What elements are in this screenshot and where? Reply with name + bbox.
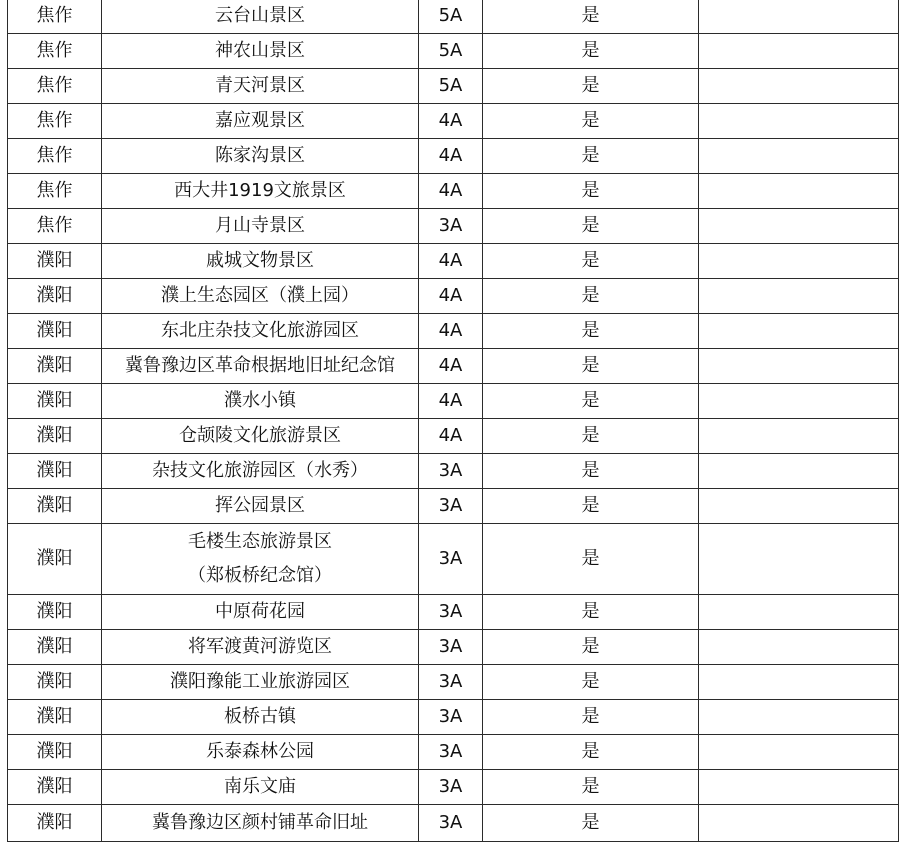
flag-cell: 是 <box>483 630 699 665</box>
flag-cell: 是 <box>483 0 699 34</box>
remark-cell <box>699 314 899 349</box>
flag-cell: 是 <box>483 770 699 805</box>
table-row <box>8 174 899 209</box>
city-cell: 濮阳 <box>8 770 102 805</box>
scenic-name-cell <box>102 244 419 279</box>
remark-cell <box>699 0 899 34</box>
table-body <box>8 0 899 842</box>
level-cell: 3A <box>419 665 483 700</box>
flag-cell: 是 <box>483 209 699 244</box>
remark-cell <box>699 735 899 770</box>
scenic-name-cell <box>102 279 419 314</box>
level-cell: 4A <box>419 419 483 454</box>
remark-cell <box>699 279 899 314</box>
table-row <box>8 34 899 69</box>
scenic-name-line: 板桥古镇 <box>224 706 296 727</box>
table-row <box>8 454 899 489</box>
scenic-name-line: 中原荷花园 <box>215 601 305 622</box>
city-cell: 濮阳 <box>8 665 102 700</box>
scenic-name-cell <box>102 34 419 69</box>
remark-cell <box>699 489 899 524</box>
table-row <box>8 104 899 139</box>
scenic-name-line: 冀鲁豫边区颜村铺革命旧址 <box>152 812 368 833</box>
city-cell: 濮阳 <box>8 524 102 595</box>
table-row <box>8 489 899 524</box>
remark-cell <box>699 419 899 454</box>
city-cell: 濮阳 <box>8 244 102 279</box>
scenic-name-line: 云台山景区 <box>215 5 305 26</box>
scenic-name-cell <box>102 209 419 244</box>
level-cell: 3A <box>419 700 483 735</box>
flag-cell: 是 <box>483 34 699 69</box>
table-row <box>8 244 899 279</box>
flag-cell: 是 <box>483 349 699 384</box>
level-cell: 4A <box>419 174 483 209</box>
table-row <box>8 349 899 384</box>
city-cell: 濮阳 <box>8 805 102 842</box>
remark-cell <box>699 384 899 419</box>
table-row <box>8 314 899 349</box>
flag-cell: 是 <box>483 244 699 279</box>
level-cell: 5A <box>419 0 483 34</box>
city-cell: 濮阳 <box>8 279 102 314</box>
flag-cell: 是 <box>483 454 699 489</box>
city-cell: 濮阳 <box>8 735 102 770</box>
scenic-name-line: 青天河景区 <box>215 75 305 96</box>
scenic-name-cell <box>102 630 419 665</box>
table-row <box>8 665 899 700</box>
scenic-name-cell <box>102 314 419 349</box>
city-cell: 濮阳 <box>8 419 102 454</box>
level-cell: 4A <box>419 279 483 314</box>
scenic-name-line: （郑板桥纪念馆） <box>188 565 332 586</box>
level-cell: 3A <box>419 805 483 842</box>
level-cell: 3A <box>419 454 483 489</box>
flag-cell: 是 <box>483 805 699 842</box>
remark-cell <box>699 805 899 842</box>
city-cell: 焦作 <box>8 69 102 104</box>
scenic-name-line: 陈家沟景区 <box>215 145 305 166</box>
city-cell: 濮阳 <box>8 454 102 489</box>
remark-cell <box>699 139 899 174</box>
remark-cell <box>699 665 899 700</box>
scenic-name-line: 挥公园景区 <box>215 495 305 516</box>
level-cell: 3A <box>419 630 483 665</box>
scenic-name-cell <box>102 174 419 209</box>
level-cell: 3A <box>419 595 483 630</box>
level-cell: 5A <box>419 69 483 104</box>
city-cell: 濮阳 <box>8 384 102 419</box>
remark-cell <box>699 770 899 805</box>
scenic-name-cell <box>102 454 419 489</box>
scenic-spots-table <box>7 0 899 842</box>
remark-cell <box>699 34 899 69</box>
table-row <box>8 595 899 630</box>
flag-cell: 是 <box>483 735 699 770</box>
remark-cell <box>699 104 899 139</box>
remark-cell <box>699 174 899 209</box>
scenic-name-line: 西大井1919文旅景区 <box>174 180 346 201</box>
scenic-name-line: 冀鲁豫边区革命根据地旧址纪念馆 <box>125 355 395 376</box>
table-row <box>8 419 899 454</box>
flag-cell: 是 <box>483 419 699 454</box>
city-cell: 焦作 <box>8 209 102 244</box>
flag-cell: 是 <box>483 524 699 595</box>
scenic-name-cell <box>102 524 419 595</box>
table-row <box>8 279 899 314</box>
city-cell: 焦作 <box>8 174 102 209</box>
scenic-name-cell <box>102 735 419 770</box>
table-row <box>8 700 899 735</box>
flag-cell: 是 <box>483 595 699 630</box>
flag-cell: 是 <box>483 665 699 700</box>
scenic-name-line: 濮水小镇 <box>224 390 296 411</box>
flag-cell: 是 <box>483 314 699 349</box>
remark-cell <box>699 630 899 665</box>
table-row <box>8 770 899 805</box>
city-cell: 濮阳 <box>8 489 102 524</box>
table-row <box>8 69 899 104</box>
scenic-name-cell <box>102 595 419 630</box>
flag-cell: 是 <box>483 69 699 104</box>
scenic-name-cell <box>102 419 419 454</box>
level-cell: 3A <box>419 770 483 805</box>
remark-cell <box>699 524 899 595</box>
remark-cell <box>699 595 899 630</box>
level-cell: 4A <box>419 314 483 349</box>
scenic-name-line: 东北庄杂技文化旅游园区 <box>161 320 359 341</box>
scenic-name-cell <box>102 805 419 842</box>
flag-cell: 是 <box>483 139 699 174</box>
table-row <box>8 209 899 244</box>
city-cell: 濮阳 <box>8 595 102 630</box>
scenic-name-line: 戚城文物景区 <box>206 250 314 271</box>
flag-cell: 是 <box>483 489 699 524</box>
scenic-name-cell <box>102 139 419 174</box>
city-cell: 焦作 <box>8 104 102 139</box>
level-cell: 3A <box>419 489 483 524</box>
level-cell: 4A <box>419 384 483 419</box>
scenic-name-line: 毛楼生态旅游景区 <box>188 531 332 552</box>
scenic-name-cell <box>102 700 419 735</box>
remark-cell <box>699 209 899 244</box>
flag-cell: 是 <box>483 174 699 209</box>
table-row <box>8 139 899 174</box>
flag-cell: 是 <box>483 279 699 314</box>
remark-cell <box>699 69 899 104</box>
scenic-name-line: 杂技文化旅游园区（水秀） <box>152 460 368 481</box>
scenic-name-cell <box>102 665 419 700</box>
scenic-name-line: 仓颉陵文化旅游景区 <box>179 425 341 446</box>
scenic-name-cell <box>102 0 419 34</box>
scenic-name-line: 濮上生态园区（濮上园） <box>161 285 359 306</box>
level-cell: 3A <box>419 524 483 595</box>
flag-cell: 是 <box>483 104 699 139</box>
scenic-name-line: 将军渡黄河游览区 <box>188 636 332 657</box>
remark-cell <box>699 454 899 489</box>
level-cell: 3A <box>419 209 483 244</box>
city-cell: 濮阳 <box>8 314 102 349</box>
table-row <box>8 524 899 595</box>
scenic-name-cell <box>102 104 419 139</box>
scenic-name-line: 嘉应观景区 <box>215 110 305 131</box>
level-cell: 4A <box>419 244 483 279</box>
city-cell: 濮阳 <box>8 700 102 735</box>
table-row <box>8 805 899 842</box>
scenic-name-line: 濮阳豫能工业旅游园区 <box>170 671 350 692</box>
city-cell: 濮阳 <box>8 630 102 665</box>
scenic-name-cell <box>102 69 419 104</box>
level-cell: 3A <box>419 735 483 770</box>
table-row <box>8 630 899 665</box>
scenic-name-cell <box>102 384 419 419</box>
flag-cell: 是 <box>483 384 699 419</box>
flag-cell: 是 <box>483 700 699 735</box>
scenic-name-cell <box>102 349 419 384</box>
scenic-name-cell <box>102 770 419 805</box>
level-cell: 5A <box>419 34 483 69</box>
city-cell: 焦作 <box>8 34 102 69</box>
remark-cell <box>699 244 899 279</box>
level-cell: 4A <box>419 104 483 139</box>
city-cell: 濮阳 <box>8 349 102 384</box>
remark-cell <box>699 349 899 384</box>
level-cell: 4A <box>419 139 483 174</box>
table-row <box>8 0 899 34</box>
table-row <box>8 384 899 419</box>
city-cell: 焦作 <box>8 0 102 34</box>
scenic-name-line: 南乐文庙 <box>224 776 296 797</box>
city-cell: 焦作 <box>8 139 102 174</box>
remark-cell <box>699 700 899 735</box>
level-cell: 4A <box>419 349 483 384</box>
table-row <box>8 735 899 770</box>
scenic-name-cell <box>102 489 419 524</box>
scenic-name-line: 乐泰森林公园 <box>206 741 314 762</box>
scenic-name-line: 月山寺景区 <box>215 215 305 236</box>
scenic-name-line: 神农山景区 <box>215 40 305 61</box>
